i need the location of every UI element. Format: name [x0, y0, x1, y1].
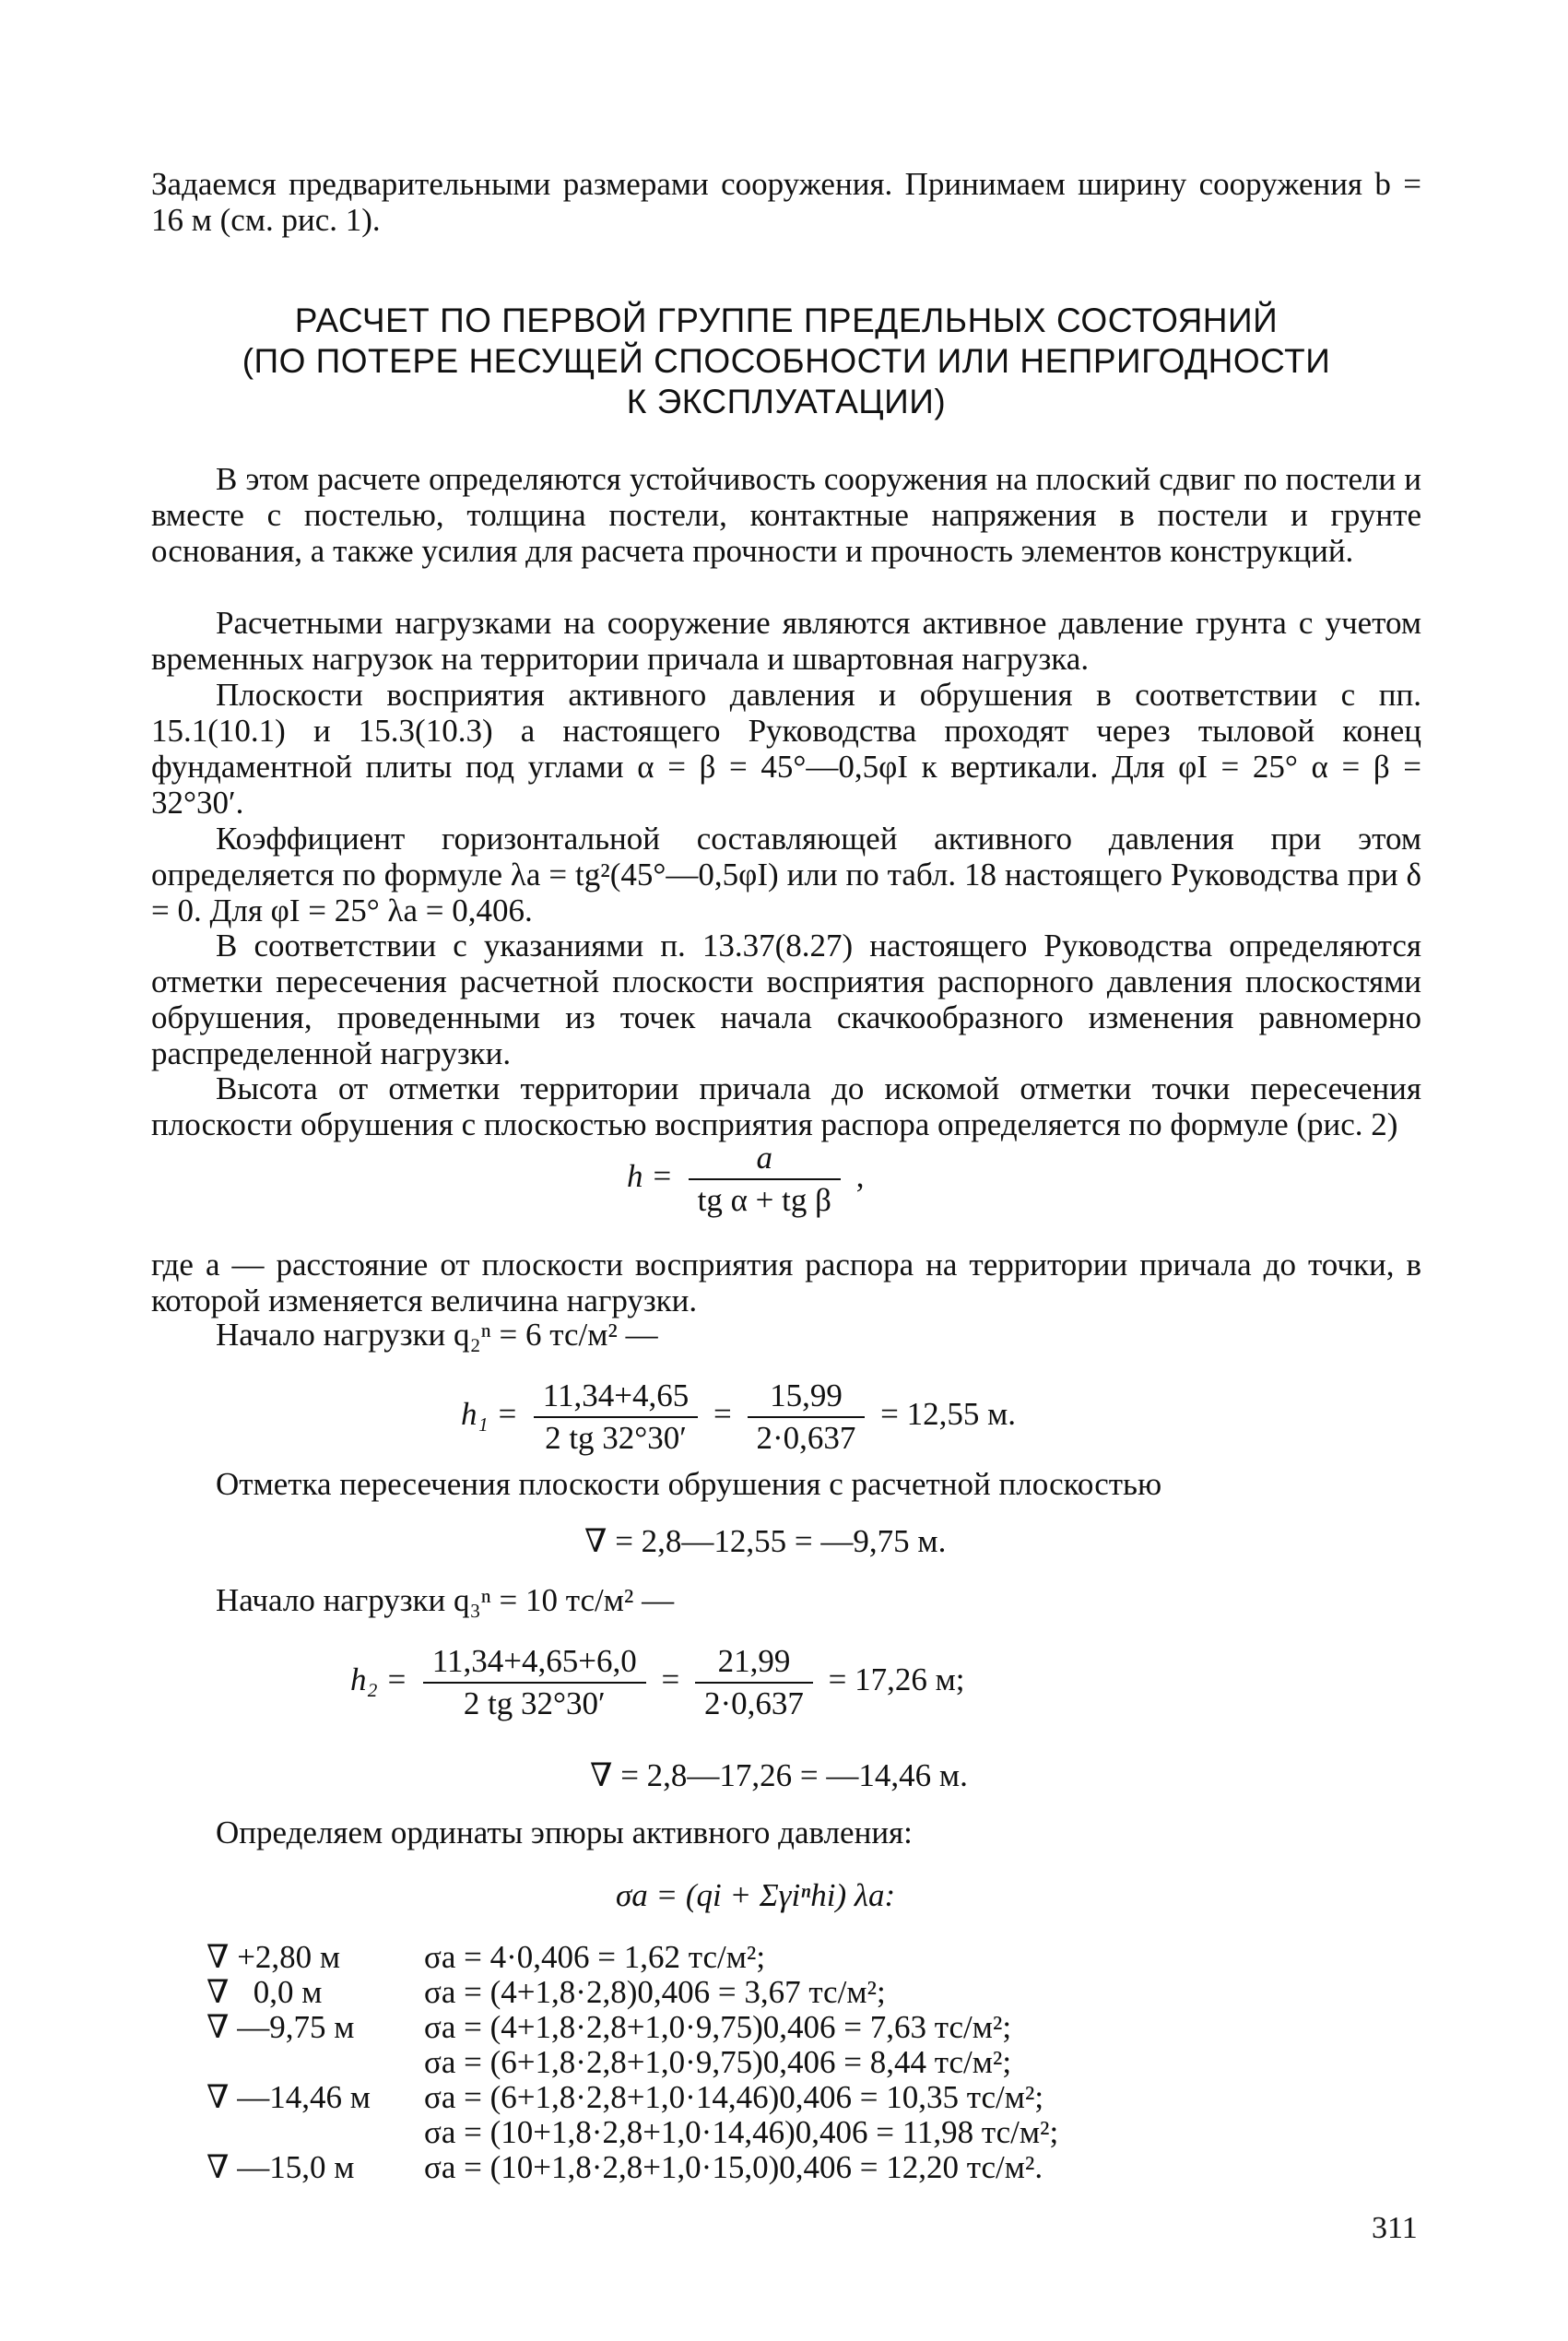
- heading-line-1: РАСЧЕТ ПО ПЕРВОЙ ГРУППЕ ПРЕДЕЛЬНЫХ СОСТОЯНИЙ: [294, 301, 1279, 339]
- equation-v2: ∇ = 2,8—17,26 = —14,46 м.: [590, 1757, 968, 1793]
- load-1-text: Начало нагрузки q₂ⁿ = 6 тс/м² —: [216, 1317, 658, 1353]
- row-formula: σa = (10+1,8·2,8+1,0·15,0)0,406 = 12,20 тс/м².: [424, 2149, 1043, 2185]
- h1-denominator-1: 2 tg 32°30′: [545, 1420, 687, 1456]
- h1-equals: =: [713, 1396, 732, 1433]
- row-formula: σa = (6+1,8·2,8+1,0·9,75)0,406 = 8,44 тс/м²;: [424, 2044, 1012, 2080]
- h-tail: ,: [855, 1158, 865, 1195]
- paragraph-2: Расчетными нагрузками на сооружение являются активное давление грунта с учетом временных нагрузок на территории причала и швартовная нагрузка.: [151, 605, 1421, 677]
- paragraph-3: Плоскости восприятия активного давления и обрушения в соответствии с пп. 15.1(10.1) и 15.3(10.3) а настоящего Руководства проходят через тыловой конец фундаментной плиты под углами α = β = 45°—0,5φI к вертикали. Для φI = 25° α = β = 32°30′.: [151, 677, 1421, 821]
- ordinates-table: [0, 1940, 1568, 2198]
- equation-sigma: σa = (qi + Σγiⁿhi) λa:: [616, 1877, 896, 1913]
- h1-result: = 12,55 м.: [880, 1396, 1017, 1433]
- mark-intersection-text: Отметка пересечения плоскости обрушения с расчетной плоскостью: [216, 1466, 1162, 1502]
- h1-fraction-1: [534, 1377, 698, 1457]
- h-denominator: tg α + tg β: [697, 1182, 831, 1218]
- load-2-text: Начало нагрузки q₃ⁿ = 10 тс/м² —: [216, 1582, 675, 1618]
- row-formula: σa = (6+1,8·2,8+1,0·14,46)0,406 = 10,35 тс/м²;: [424, 2079, 1044, 2115]
- h1-numerator-1: 11,34+4,65: [534, 1377, 698, 1418]
- equation-v1: ∇ = 2,8—12,55 = —9,75 м.: [584, 1523, 947, 1559]
- h1-lhs: h₁ =: [461, 1396, 519, 1433]
- heading-line-3: К ЭКСПЛУАТАЦИИ): [626, 383, 947, 420]
- h1-numerator-2: 15,99: [748, 1377, 866, 1418]
- intro-text: Задаемся предварительными размерами сооружения. Принимаем ширину сооружения b = 16 м (см. рис. 1).: [151, 166, 1421, 238]
- row-mark: ∇ —15,0 м: [206, 2149, 355, 2185]
- equation-h2: [350, 1643, 965, 1722]
- h2-fraction-2: [695, 1643, 813, 1722]
- paragraph-1: В этом расчете определяются устойчивость сооружения на плоский сдвиг по постели и вместе с постелью, толщина постели, контактные напряжения в постели и грунте основания, а также усилия для расчета прочности и прочность элементов конструкций.: [151, 461, 1421, 569]
- paragraph-4: Коэффициент горизонтальной составляющей активного давления при этом определяется по формуле λa = tg²(45°—0,5φI) или по табл. 18 настоящего Руководства при δ = 0. Для φI = 25° λa = 0,406.: [151, 821, 1421, 928]
- row-formula: σa = 4·0,406 = 1,62 тс/м²;: [424, 1939, 766, 1975]
- h2-numerator-2: 21,99: [695, 1643, 813, 1684]
- h1-fraction-2: [748, 1377, 866, 1457]
- row-formula: σa = (4+1,8·2,8+1,0·9,75)0,406 = 7,63 тс/м²;: [424, 2009, 1012, 2045]
- h2-fraction-1: [423, 1643, 646, 1722]
- h1-denominator-2: 2·0,637: [756, 1420, 856, 1456]
- page-number: 311: [1372, 2211, 1418, 2245]
- equation-h1: [461, 1377, 1016, 1457]
- h-lhs: h =: [627, 1158, 673, 1195]
- h-numerator: a: [689, 1140, 841, 1180]
- heading-line-2: (ПО ПОТЕРЕ НЕСУЩЕЙ СПОСОБНОСТИ ИЛИ НЕПРИГОДНОСТИ: [242, 342, 1331, 380]
- paragraph-5: В соответствии с указаниями п. 13.37(8.27) настоящего Руководства определяются отметки пересечения расчетной плоскости восприятия распорного давления плоскостями обрушения, проведенными из точек начала скачкообразного изменения равномерно распределенной нагрузки.: [151, 928, 1421, 1071]
- ordinates-text: Определяем ординаты эпюры активного давления:: [216, 1815, 913, 1850]
- h2-denominator-2: 2·0,637: [703, 1685, 804, 1721]
- row-mark: ∇ —14,46 м: [206, 2079, 371, 2115]
- h2-result: = 17,26 м;: [828, 1661, 965, 1698]
- h2-numerator-1: 11,34+4,65+6,0: [423, 1643, 646, 1684]
- row-mark: ∇ —9,75 м: [206, 2009, 355, 2045]
- row-formula: σa = (10+1,8·2,8+1,0·14,46)0,406 = 11,98 тс/м²;: [424, 2114, 1059, 2150]
- section-heading: [151, 301, 1421, 422]
- paragraph-6: Высота от отметки территории причала до искомой отметки точки пересечения плоскости обрушения с плоскостью восприятия распора определяется по формуле (рис. 2): [151, 1070, 1421, 1142]
- equation-h: [627, 1140, 864, 1219]
- h-fraction: [689, 1140, 841, 1219]
- h2-equals: =: [661, 1661, 680, 1698]
- h2-lhs: h₂ =: [350, 1661, 408, 1698]
- h2-denominator-1: 2 tg 32°30′: [463, 1685, 606, 1721]
- paragraph-7: где a — расстояние от плоскости восприятия распора на территории причала до точки, в которой изменяется величина нагрузки.: [151, 1247, 1421, 1318]
- row-mark: ∇ +2,80 м: [206, 1939, 341, 1975]
- row-mark: ∇ 0,0 м: [206, 1974, 323, 2010]
- row-formula: σa = (4+1,8·2,8)0,406 = 3,67 тс/м²;: [424, 1974, 886, 2010]
